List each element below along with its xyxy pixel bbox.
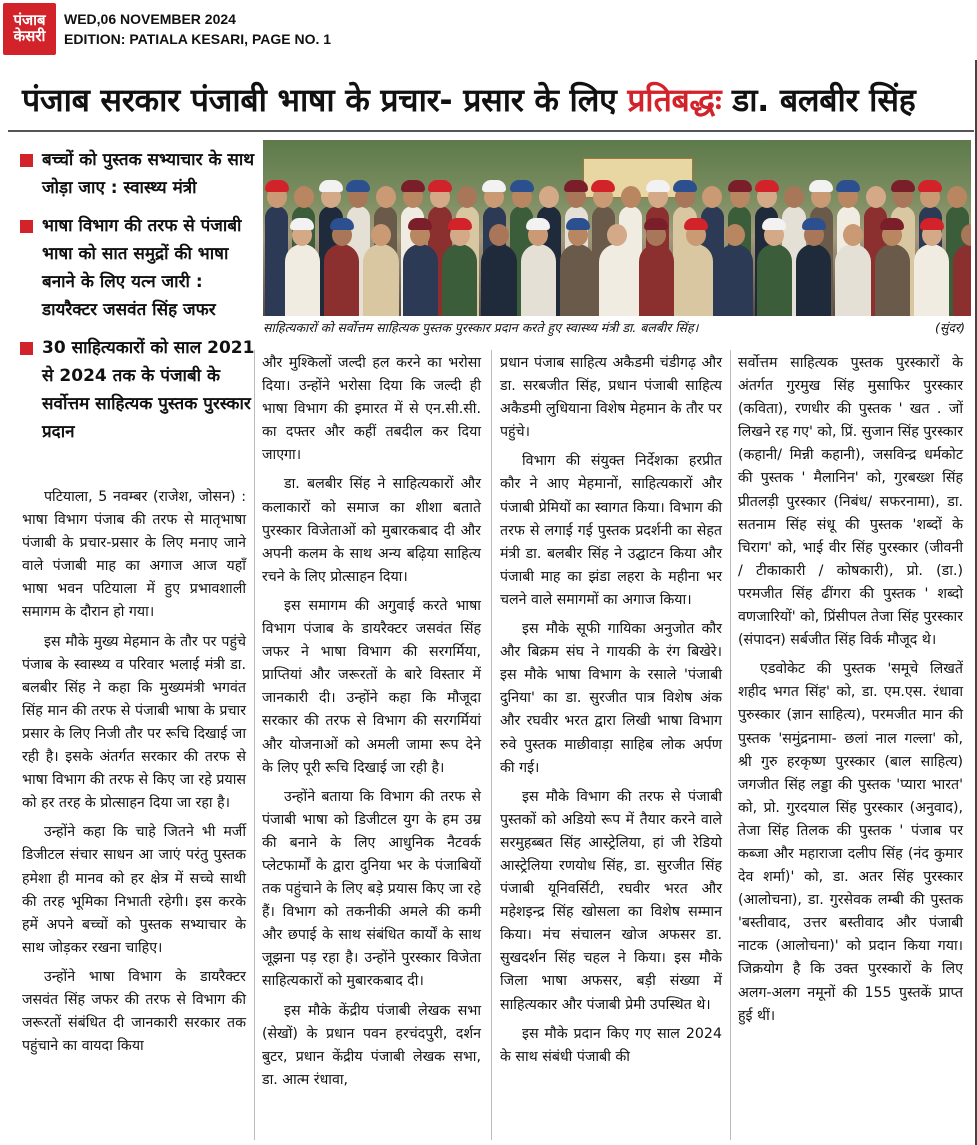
person-silhouette (442, 244, 477, 316)
person-head (489, 224, 509, 246)
person-head (843, 224, 863, 246)
paragraph: उन्होंने भाषा विभाग के डायरैक्टर जसवंत सिंह जफर की तरफ से विभाग की जरूरतों संबंधित दी जानकारी सरकार तक पहुंचाने का वायदा किया (22, 968, 246, 1055)
logo-line-1: पंजाब (13, 11, 46, 30)
turban-shape (591, 180, 615, 192)
edition-info: EDITION: PATIALA KESARI, PAGE NO. 1 (64, 31, 332, 47)
article-column-3 (500, 352, 722, 1075)
turban-shape (802, 218, 826, 230)
person-head (725, 224, 745, 246)
photo-credit: (सुंदर) (935, 320, 965, 335)
person-silhouette (363, 244, 398, 316)
turban-shape (330, 218, 354, 230)
paragraph: इस मौके प्रदान किए गए साल 2024 के साथ संबंधी पंजाबी की (500, 1025, 722, 1065)
headline-divider (8, 130, 974, 132)
turban-shape (346, 180, 370, 192)
paragraph: इस मौके विभाग की तरफ से पंजाबी पुस्तकों को अडियो रूप में तैयार करने वाले सरमुहब्बत सिंह आस्ट्रेलिया, हां जी रेडियो आस्ट्रेलिया रणयोध सिंह, डा. सुरजीत सिंह पंजाबी यूनिवर्सिटी, रघवीर भरत और महेशइन्द्र सिंह खोसला का विशेष सम्मान किया। मंच संचालन खोज अफसर डा. सुखदर्शन सिंह चहल ने किया। इस मौके जिला भाषा अफसर, बड़ी संख्या में साहित्यकार और पंजाबी प्रेमी उपस्थित थे। (500, 788, 722, 1013)
paragraph: और मुश्किलों जल्दी हल करने का भरोसा दिया। उन्होंने भरोसा दिया कि जल्दी ही भाषा विभाग की इमारत में से एन.सी.सी. का दफ्तर और कहीं तबदील कर दिया जाएगा। (262, 355, 481, 464)
turban-shape (891, 180, 915, 192)
paragraph: इस मौके मुख्य मेहमान के तौर पर पहुंचे पंजाब के स्वास्थ्य व परिवार भलाई मंत्री डा. बलबीर सिंह ने कहा कि मुख्यमंत्री भगवंत सिंह मान की तरफ से पंजाबी भाषा के प्रचार प्रसार के लिए निजी तौर पर रूचि दिखाई जा रही है। इसके अंतर्गत सरकार की तरफ से भाषा विभाग की तरफ से किए जा रहे प्रयास को हर तरह के प्रोत्साहन दिया जा रहा है। (22, 633, 246, 812)
person-silhouette (678, 244, 713, 316)
person-head (702, 186, 722, 208)
paragraph: इस मौके केंद्रीय पंजाबी लेखक सभा (सेखों) के प्रधान पवन हरचंदपुरी, दर्शन बुटर, प्रधान केंद्रीय पंजाबी लेखक सभा, डा. आत्म रंधावा, (262, 1002, 481, 1088)
person-silhouette (560, 244, 595, 316)
person-head (784, 186, 804, 208)
person-silhouette (717, 244, 752, 316)
column-divider (491, 350, 492, 1140)
person-silhouette (875, 244, 910, 316)
turban-shape (880, 218, 904, 230)
turban-shape (319, 180, 343, 192)
person-silhouette (324, 244, 359, 316)
paragraph: इस समागम की अगुवाई करते भाषा विभाग पंजाब के डायरैक्टर जसवंत सिंह जफर ने भाषा विभाग की सरगर्मिया, प्राप्तियां और जरूरतों के बारे विस्तार में जानकारी दी। उन्होंने कहा कि मौजूदा सरकार की तरफ से विभाग की सरगर्मियां और योजनाओं को अमली जामा रूप देने के लिए पूरी रूचि दिखाई जा रही है। (262, 597, 481, 776)
paragraph: डा. बलबीर सिंह ने साहित्यकारों और कलाकारों को समाज का शीशा बताते पुरस्कार विजेताओं को मुबारकबाद दी और अपनी कलम के साथ अन्य बढ़िया साहित्य रचने के लिए प्रोत्साहन दिया। (262, 476, 481, 585)
event-photo (263, 140, 971, 316)
turban-shape (762, 218, 786, 230)
person-silhouette (639, 244, 674, 316)
person-silhouette (521, 244, 556, 316)
photo-caption (263, 318, 971, 338)
turban-shape (673, 180, 697, 192)
photo-caption-text: साहित्यकारों को सर्वोत्तम साहित्यक पुस्तक पुरस्कार प्रदान करते हुए स्वास्थ्य मंत्री डा. बलबीर सिंह। (263, 320, 699, 335)
person-head (294, 186, 314, 208)
article-headline (22, 78, 967, 122)
bullet-item: भाषा विभाग की तरफ से पंजाबी भाषा को सात समुद्रों की भाषा बनाने के लिए यत्न जारी : डायरैक्टर जसवंत सिंह जफर (20, 212, 255, 324)
paragraph: इस मौके सूफी गायिका अनुजोत कौर और बिक्रम संघ ने गायकी के रंग बिखेरे। इस मौके भाषा विभाग के रसाले 'पंजाबी दुनिया' का डा. सुरजीत पात्र विशेष अंक और रघवीर भरत द्वारा लिखी भाषा विभाग रुवे पुस्तक माछीवाड़ा साहिब लोक अर्पण की गई। (500, 621, 722, 776)
turban-shape (401, 180, 425, 192)
turban-shape (482, 180, 506, 192)
person-silhouette (796, 244, 831, 316)
highlight-bullets (20, 146, 255, 456)
red-square-icon (20, 154, 33, 167)
red-square-icon (20, 220, 33, 233)
column-divider (730, 350, 731, 1140)
turban-shape (290, 218, 314, 230)
person-head (866, 186, 886, 208)
paragraph: सर्वोत्तम साहित्यक पुस्तक पुरस्कारों के अंतर्गत गुरमुख सिंह मुसाफिर पुरस्कार (कविता), रणधीर की पुस्तक ' खत . जों लिखने रह गए' को, प्रिं. सुजान सिंह पुरस्कार (कहानी/ मिन्नी कहानी), जसविन्द्र धर्मकोट की पुस्तक ' मैलानिन' को, गुरबख्श सिंह प्रीतलड़ी पुरस्कार (निबंध/ सफरनामा), डा. सतनाम सिंह संधू की पुस्तक 'शब्दों के चिराग' को, भाई वीर सिंह पुरस्कार (जीवनी / टीकाकारी / कोषकारी), प्रो. (डा.) परमजीत सिंह ढींगरा की पुस्तक ' शब्दो वणजारियों' को, प्रिंसीपल तेजा सिंह पुरस्कार (संपादन) सर्बजीत सिंह विर्क मौजूद थे। (738, 355, 963, 649)
article-column-1 (22, 486, 246, 1064)
column-divider (254, 350, 255, 1140)
paragraph: उन्होंने कहा कि चाहे जितने भी मर्जी डिजीटल संचार साधन आ जाएं परंतु पुस्तक हमेशा ही मानव को हर क्षेत्र में सच्चे साथी की तरह भूमिका निभाती रहेगी। इस करके हमें अपने बच्चों को पुस्तक सभ्याचार के साथ जोड़कर रखना चाहिए। (22, 824, 246, 956)
headline-highlight: प्रतिबद्धः (627, 81, 722, 119)
bullet-item: 30 साहित्यकारों को साल 2021 से 2024 तक के पंजाबी के सर्वोत्तम साहित्यक पुस्तक पुरस्कार प्रदान (20, 334, 255, 446)
logo-line-2: केसरी (13, 27, 46, 45)
turban-shape (564, 180, 588, 192)
person-silhouette (403, 244, 438, 316)
paragraph: एडवोकेट की पुस्तक 'समूचे लिखतें शहीद भगत सिंह' को, डा. एम.एस. रंधावा पुरुस्कार (ज्ञान साहित्य), परमजीत मान की पुस्तक 'समुंद्रनामा- छलां नाल गल्ला' को, श्री गुरु हरकृष्ण पुरस्कार (बाल साहित्य) जगजीत सिंह लड्डा की पुस्तक 'प्यारा भारत' को, प्रो. गुरदयाल सिंह पुरस्कार (अनुवाद), तेजा सिंह तिलक की पुस्तक ' पंजाब पर कब्जा और महाराजा दलीप सिंह (नंद कुमार देव शर्मा)' को, डा. अतर सिंह पुरस्कार (आलोचना), डा. गुरसेवक लम्बी की पुस्तक 'बस्तीवाद, उत्तर बस्तीवाद और पंजाबी नाटक (आलोचना)' को प्रदान किया गया। जिक्रयोग है कि उक्त पुरस्कारों के लिए अलग-अलग नमूनों की 155 पुस्तकें प्राप्त हुई थीं। (738, 661, 963, 1024)
person-silhouette (914, 244, 949, 316)
turban-shape (448, 218, 472, 230)
turban-shape (809, 180, 833, 192)
paragraph: विभाग की संयुक्त निर्देशका हरप्रीत कौर ने आए मेहमानों, साहित्यकारों और पंजाबी प्रेमियों का स्वागत किया। विभाग की तरफ से लगाई गई पुस्तक प्रदर्शनी का सेहत मंत्री डा. बलबीर सिंह ने उद्घाटन किया और पंजाबी माह का झंडा लहरा के महीना भर चलने वाले समागमों का अगाज किया। (500, 453, 722, 608)
turban-shape (428, 180, 452, 192)
person-silhouette (757, 244, 792, 316)
headline-main: पंजाब सरकार पंजाबी भाषा के प्रचार- प्रसार के लिए (22, 81, 628, 119)
paragraph: उन्होंने बताया कि विभाग की तरफ से पंजाबी भाषा को डिजीटल युग के हम उम्र की बनाने के लिए आधुनिक नैटवर्क प्लेटफार्मों के द्वारा दुनिया भर के पंजाबियों तक पहुंचाने के लिए बड़े प्रयास किए जा रहे हैं। विभाग को तकनीकी अमले की कमी और छपाई के साथ संबंधित कार्यों के साथ जूझना पड़ रहा है। उन्होंने पुरस्कार विजेता साहित्यकारों को मुबारकबाद दी। (262, 788, 481, 990)
person-silhouette (285, 244, 320, 316)
turban-shape (918, 180, 942, 192)
turban-shape (646, 180, 670, 192)
turban-shape (755, 180, 779, 192)
person-head (371, 224, 391, 246)
person-head (621, 186, 641, 208)
masthead (0, 0, 977, 60)
person-silhouette (835, 244, 870, 316)
headline-end: डा. बलबीर सिंह (721, 81, 916, 119)
turban-shape (684, 218, 708, 230)
person-head (457, 186, 477, 208)
person-silhouette (599, 244, 634, 316)
bullet-item: बच्चों को पुस्तक सभ्याचार के साथ जोड़ा जाए : स्वास्थ्य मंत्री (20, 146, 255, 202)
turban-shape (408, 218, 432, 230)
turban-shape (836, 180, 860, 192)
turban-shape (510, 180, 534, 192)
publication-date: WED,06 NOVEMBER 2024 (64, 11, 236, 27)
turban-shape (566, 218, 590, 230)
person-silhouette (953, 244, 971, 316)
turban-shape (265, 180, 289, 192)
person-head (947, 186, 967, 208)
article-column-4 (738, 352, 963, 1034)
paragraph: पटियाला, 5 नवम्बर (राजेश, जोसन) : भाषा विभाग पंजाब की तरफ से मातृभाषा पंजाबी के प्रचार-प्रसार के लिए मनाए जाने वाले पंजाबी माह का अगाज आज यहाँ भाषा भवन पटियाला में हुए प्रभावशाली समागम के दौरान हो गया। (22, 489, 246, 621)
turban-shape (526, 218, 550, 230)
red-square-icon (20, 342, 33, 355)
article-column-2 (262, 352, 481, 1098)
turban-shape (728, 180, 752, 192)
turban-shape (920, 218, 944, 230)
newspaper-logo (3, 3, 56, 55)
turban-shape (644, 218, 668, 230)
person-head (539, 186, 559, 208)
edition-meta (64, 9, 331, 49)
person-silhouette (481, 244, 516, 316)
person-head (376, 186, 396, 208)
paragraph: प्रधान पंजाब साहित्य अकैडमी चंडीगढ़ और डा. सरबजीत सिंह, प्रधान पंजाबी साहित्य अकैडमी लुधियाना विशेष मेहमान के तौर पर पहुंचे। (500, 355, 722, 441)
person-head (607, 224, 627, 246)
